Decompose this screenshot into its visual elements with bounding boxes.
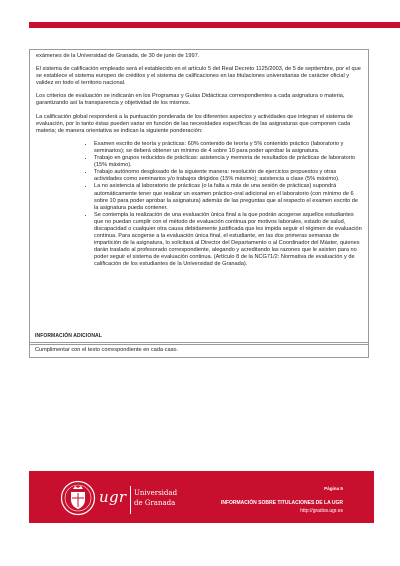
university-crest-icon [60, 480, 96, 516]
list-item: • Trabajo en grupos reducidos de prácticas: asistencia y memoria de resultados de prácticas de laboratorio (15% máximo). [94, 155, 363, 169]
paragraph: Los criterios de evaluación se indicarán en los Programas y Guías Didácticas correspondientes a cada asignatura o materia, garantizando así la transparencia y objetividad de los mismos. [36, 93, 345, 107]
footer-title: INFORMACIÓN SOBRE TITULACIONES DE LA UGR [220, 500, 343, 506]
page-number: Página 5 [324, 486, 343, 491]
list-item: • La no asistencia al laboratorio de prácticas (o la falta a más de una sesión de prácticas) supondrá automáticamente tener que realizar un examen práctico-oral adicional en el laboratorio (con mínimo de 6 sobre 10 para poder aprobar la asignatura) además de las preguntas que al respecto el examen escrito de la asignatura pueda contener. [94, 183, 363, 211]
info-heading: INFORMACIÓN ADICIONAL [29, 331, 369, 343]
university-name-line1: Universidad [134, 489, 178, 497]
paragraph: exámenes de la Universidad de Granada, de 30 de junio de 1997. [36, 53, 200, 59]
list-item: • Se contempla la realización de una evaluación única final a la que podrán acogerse aquellos estudiantes que no puedan cumplir con el método de evaluación continua por motivos laborales, estado de salud, discapacidad o cualquier otra causa debidamente justificada que les impida seguir el régimen de evaluación continua. Para acogerse a la evaluación única final, el estudiante, en las dos primeras semanas de impartición de la asignatura, lo solicitará al Director del Departamento o al Coordinador del Máster, quienes darán traslado al profesorado correspondiente, alegando y acreditando las razones que le asisten para no poder seguir el sistema de evaluación continua. (Artículo 8 de la NCG71/2: Normativa de evaluación y de calificación de los estudiantes de la Universidad de Granada). [94, 212, 363, 269]
university-name-line2: de Granada [134, 499, 176, 507]
paragraph: El sistema de calificación empleado será el establecido en el artículo 5 del Real Decreto 1125/2003, de 5 de septiembre, por el que se establece el sistema europeo de créditos y el sistema de calificaciones en las titulaciones universitarias de carácter oficial y validez en todo el territorio nacional. [36, 66, 361, 87]
list-item: • Examen escrito de teoría y prácticas: 60% contenido de teoría y 5% contenido práctico (laboratorio y seminarios); se deberá obtener un mínimo de 4 sobre 10 para poder aprobar la asignatura. [94, 141, 363, 155]
evaluation-section [29, 49, 369, 345]
list-item: • Trabajo autónomo desglosado de la siguiente manera: resolución de ejercicios propuestos y otras actividades como seminarios y/o trabajos dirigidos (15% máximo); asistencia a clase (5% máximo). [94, 169, 363, 183]
ugr-logo: ugr [99, 488, 127, 506]
paragraph: La calificación global responderá a la puntuación ponderada de los diferentes aspectos y actividades que integran el sistema de evaluación, por lo tanto éstas pueden variar en función de las necesidades específicas de las asignaturas que componen cada materia; de manera orientativa se indican la siguiente ponderación: [36, 113, 353, 134]
info-text: Cumplimentar con el texto correspondiente en cada caso. [29, 343, 369, 358]
weighting-list [36, 141, 363, 269]
university-name [134, 488, 177, 508]
header-accent-bar [29, 22, 400, 28]
logo-divider [130, 486, 131, 514]
footer-url-link[interactable]: http://grados.ugr.es [300, 508, 343, 514]
